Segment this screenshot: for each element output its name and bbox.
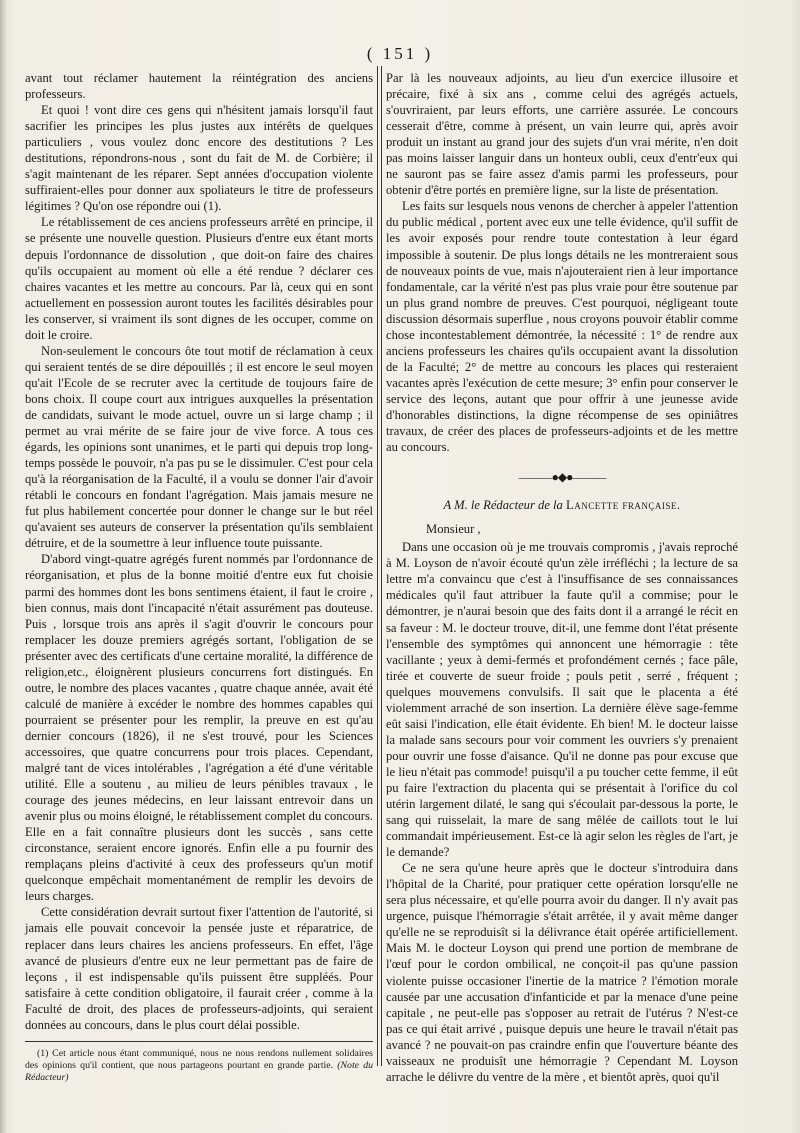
page-binding-edge (0, 0, 6, 1133)
letter-body (386, 539, 738, 1085)
letter-heading (386, 497, 738, 513)
footnote-rule (25, 1041, 373, 1042)
column-divider-double (381, 66, 382, 1066)
paragraph: Par là les nouveaux adjoints, au lieu d'un exercice illusoire et précaire, fixé à six ans , comme celui des agrégés actuels, s'ouvriraient, par leurs efforts, une carrière assurée. Le concours cesserait d'être, comme à présent, un vain leurre qui, après avoir produit un instant au grand jour des sujets d'un vrai mérite, n'en doit pas moins laisser languir dans un honteux oubli, ceux d'entr'eux qui ne sauront pas se faire assez d'amis parmi les professeurs, pour obtenir d'être portés en première ligne, sur la liste de présentation. (386, 71, 738, 198)
paragraph: Cette considération devrait surtout fixer l'attention de l'autorité, si jamais elle pouvait concevoir la pensée juste et réparatrice, de replacer dans leurs chaires les anciens professeurs. En effet, l'âge avancé de plusieurs d'entre eux ne leur permettant pas de faire de leçons , il est indispensable qu'ils puissent être suppléés. Pour satisfaire à cette condition obligatoire, il faurait créer , comme à la Faculté de droit, des places de professeurs-adjoints, qui seraient données au concours, dans le plus court délai possible. (25, 905, 373, 1032)
journal-name: Lancette française. (566, 498, 681, 513)
letter-heading-prefix: A M. le Rédacteur de la (443, 498, 567, 513)
right-column-body (386, 70, 738, 455)
column-divider (377, 66, 378, 1066)
section-ornament: ———●◆●——— (518, 470, 606, 485)
paragraph: Le rétablissement de ces anciens professeurs arrêté en principe, il se présente une nouvelle question. Plusieurs d'entre eux étant morts depuis l'ordonnance de dissolution , que doit-on faire des chaires qu'ils occupaient au moment où elle a été rendue ? déclarer ces chaires vacantes et les mettre au concours. Par là, ceux qui en sont actuellement en possession auront toutes les facilités désirables pour les conserver, si vraiment ils sont dignes de les occuper, comme on doit le croire. (25, 215, 373, 342)
paragraph: Non-seulement le concours ôte tout motif de réclamation à ceux qui seraient tentés de se dire dépouillés ; il est encore le seul moyen qu'ait l'Ecole de se recruter avec la certitude de toujours faire de bons choix. Il coupe court aux intrigues auxquelles la présentation de candidats, suivant le mode actuel, ouvre un si large champ ; il permet au vrai mérite de se faire jour de vive force. A tous ces égards, les opinions sont unanimes, et le parti qui depuis trop long-temps possède le pouvoir, n'a pas pu se le dissimuler. C'est pour cela qu'à la réorganisation de la Faculté, il a voulu se donner l'air d'avoir rétabli le concours en fondant l'agrégation. Mais jamais mesure ne fut plus habilement concertée pour donner le change sur le but réel qu'avaient ses auteurs de conserver la présentation qu'ils semblaient détruire, et de la soumettre à leur influence toute puissante. (25, 343, 373, 551)
footnote (25, 1048, 373, 1084)
footnote-text: (1) Cet article nous étant communiqué, nous ne nous rendons nullement solidaires des opinions qu'il contient, que nous partageons pourtant en grande partie. (25, 1047, 373, 1071)
right-column (386, 70, 738, 1085)
left-column (25, 70, 373, 1084)
paragraph: Les faits sur lesquels nous venons de chercher à appeler l'attention du public médical , portent avec eux une telle évidence, qu'il suffit de les avoir exposés pour rendre toute contestation à leur égard impossible à soutenir. De plus longs détails ne les montreraient sous de nouveaux points de vue, mais n'ajouteraient rien à leur importance fondamentale, car la vérité n'est pas plus vraie pour être soutenue par un plus grand nombre de preuves. C'est pourquoi, négligeant toute discussion désormais superflue , nous croyons pouvoir établir comme chose incontestablement démontrée, la nécessité : 1° de rendre aux anciens professeurs les chaires qu'ils occupaient avant la dissolution de la Faculté; 2° de mettre au concours les places qui resteraient vacantes après l'exécution de cette mesure; 3° enfin pour conserver le service des leçons, autant que pour offrir à une jeunesse avide d'honorables distinctions, la digne récompense de ses opiniâtres travaux, de créer des places de professeurs-adjoints et de les mettre au concours. (386, 199, 738, 455)
paragraph: D'abord vingt-quatre agrégés furent nommés par l'ordonnance de réorganisation, et plus de la bonne moitié d'entre eux fut choisie parmi des hommes dont les bons sentimens étaient, il faut le croire , bien connus, mais dont l'incapacité n'était assurément pas douteuse. Puis , lorsque trois ans après il s'agit d'ouvrir le concours pour remplacer les douze premiers agrégés sortant, l'obligation de se présenter avec des certificats d'une certaine moralité, la différence de religion,etc., éloignèrent plusieurs concurrens fort distingués. En outre, le nombre des places vacantes , quatre chaque année, avait été calculé de manière à excéder le nombre des hommes capables qui pourraient se présenter pour les remplir, la preuve en est qu'au dernier concours (1826), il ne s'est trouvé, pour les Sciences accessoires, que quatre concurrens pour trois places. Cependant, malgré tant de vices intolérables , l'agrégation a été d'une véritable utilité. Elle a soutenu , au milieu de leurs pénibles travaux , le courage des jeunes médecins, en leur laissant entrevoir dans un avenir plus ou moins éloigné, le rétablissement complet du concours. Elle en a fait connaître plusieurs dont les succès , sans cette circonstance, seraient encore ignorés. Enfin elle a pu fournir des remplaçans pleins d'activité à ceux des professeurs qu'un motif quelconque empêchait momentanément de remplir les devoirs de leurs charges. (25, 552, 373, 904)
left-column-body (25, 70, 373, 1033)
salutation: Monsieur , (426, 522, 481, 537)
page-number: ( 151 ) (366, 44, 434, 63)
paragraph: Dans une occasion où je me trouvais compromis , j'avais reproché à M. Loyson de n'avoir écouté qu'un zèle irréfléchi ; la lecture de sa lettre m'a convaincu que c'est à l'insuffisance de ses connaissances médicales qu'il faut attribuer la faute qu'il a commise; pour le démontrer, je n'aurai besoin que des faits dont il a arrangé le récit en sa faveur : M. le docteur trouve, dit-il, une femme dont l'état présente l'ensemble des symptômes qui annoncent une hémorragie : tête vacillante ; yeux à demi-fermés et profondément cernés ; face pâle, tirée et couverte de sueur froide ; pouls petit , serré , fréquent ; quelques mouvemens convulsifs. Il sait que le placenta a été violemment arraché de son insertion. La dernière élève sage-femme eût saisi l'indication, elle était évidente. Eh bien! M. le docteur laisse la malade sans secours pour voir comment les ouvriers s'y prenaient pour ouvrir une fosse d'aisance. Qu'il ne donne pas pour excuse que le lieu n'était pas commode! puisqu'il a pu toucher cette femme, il eût pu faire l'extraction du placenta qui se présentait à l'orifice du col utérin largement dilaté, le sang qui s'écoulait par-dessous la porte, le sang qui ruisselait, la mare de sang mêlée de caillots tout le lui commandait impérieusement. Est-ce là agir selon les règles de l'art, je le demande? (386, 540, 738, 860)
paragraph: avant tout réclamer hautement la réintégration des anciens professeurs. (25, 71, 373, 102)
footnote-signature: (Note du Rédacteur) (25, 1059, 373, 1083)
paragraph: Et quoi ! vont dire ces gens qui n'hésitent jamais lorsqu'il faut sacrifier les principes les plus justes aux intérêts de quelques particuliers , vous voulez donc encore des destitutions ? Les destitutions, répondrons-nous , sont du fait de M. de Corbière; il s'agit maintenant de les réparer. Sept années d'occupation violente suffiraient-elles pour donner aux spoliateurs le titre de professeurs légitimes ? Qu'on ose répondre oui (1). (25, 103, 373, 214)
paragraph: Ce ne sera qu'une heure après que le docteur s'introduira dans l'hôpital de la Charité, pour pratiquer cette opération lorsqu'elle ne sera plus nécessaire, et qu'elle pourra avoir du danger. Il n'y avait pas urgence, puisque l'hémorragie s'était arrêtée, il y avait même danger qu'elle ne se reproduisît si la délivrance était opérée artificiellement. Mais M. le docteur Loyson qui prend une portion de membrane de l'œuf pour le cordon ombilical, ne conçoit-il pas qu'une passion violente puisse occasioner l'inertie de la matrice ? l'émotion morale causée par une accusation d'infanticide et par la menace d'une peine capitale , ne peut-elle pas s'opposer au retrait de l'utérus ? N'est-ce pas ce qui était arrivé , puisque depuis une heure le travail n'était pas avancé ? ne pouvait-on pas craindre enfin que l'ouverture béante des vaisseaux ne produisît une hémorragie ? Cependant M. Loyson arrache le délivre du ventre de la mère , et bientôt après, quoi qu'il (386, 861, 738, 1084)
